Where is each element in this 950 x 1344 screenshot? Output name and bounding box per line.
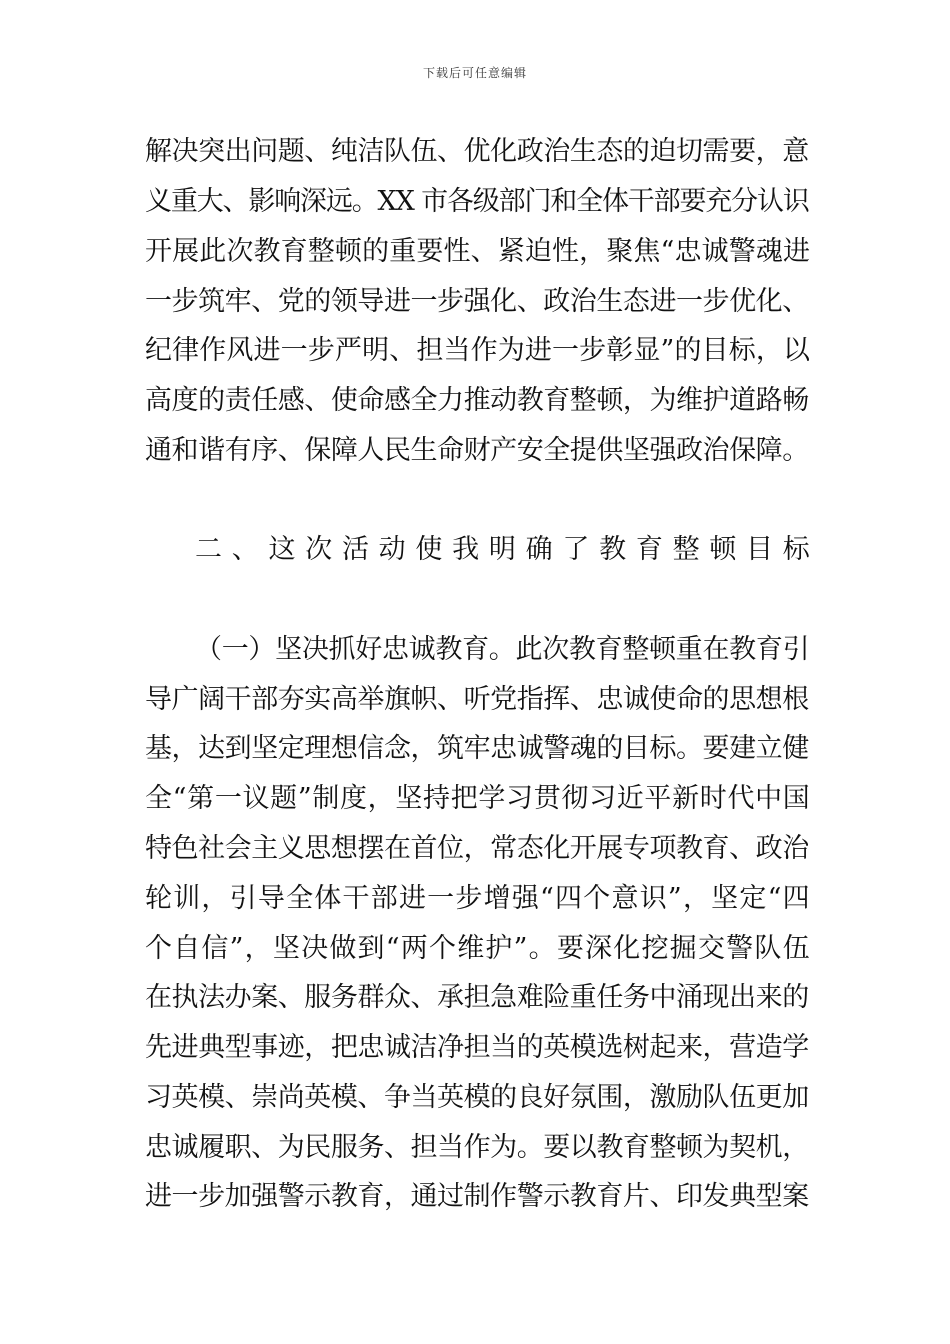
text-line: 纪律作风进一步严明、担当作为进一步彰显”的目标，以 [145,335,811,366]
text-line: 轮训，引导全体干部进一步增强“四个意识”，坚定“四 [145,883,811,914]
text-line: 导广阔干部夯实高举旗帜、听党指挥、忠诚使命的思想根 [145,684,809,715]
text-line: （一）坚决抓好忠诚教育。此次教育整顿重在教育引 [195,634,810,665]
section-heading: 二、这次活动使我明确了教育整顿目标 [195,534,820,565]
text-line: 全“第一议题”制度，坚持把学习贯彻习近平新时代中国 [145,783,811,814]
text-line: 义重大、影响深远。XX 市各级部门和全体干部要充分认识 [145,186,809,217]
text-line: 习英模、崇尚英模、争当英模的良好氛围，激励队伍更加 [145,1082,809,1113]
page-header: 下载后可任意编辑 [422,66,527,80]
text-line: 进一步加强警示教育，通过制作警示教育片、印发典型案 [145,1181,809,1212]
text-line: 个自信”，坚决做到“两个维护”。要深化挖掘交警队伍 [145,933,811,964]
text-line: 一步筑牢、党的领导进一步强化、政治生态进一步优化、 [145,286,809,317]
text-line: 开展此次教育整顿的重要性、紧迫性，聚焦“忠诚警魂进 [145,236,811,267]
text-line: 基，达到坚定理想信念，筑牢忠诚警魂的目标。要建立健 [145,733,809,764]
text-line: 先进典型事迹，把忠诚洁净担当的英模选树起来，营造学 [145,1032,809,1063]
text-line: 通和谐有序、保障人民生命财产安全提供坚强政治保障。 [145,435,809,466]
text-line: 解决突出问题、纯洁队伍、优化政治生态的迫切需要，意 [145,136,809,167]
text-line: 忠诚履职、为民服务、担当作为。要以教育整顿为契机， [145,1132,809,1163]
text-line: 在执法办案、服务群众、承担急难险重任务中涌现出来的 [145,982,809,1013]
text-line: 特色社会主义思想摆在首位，常态化开展专项教育、政治 [145,833,809,864]
text-line: 高度的责任感、使命感全力推动教育整顿，为维护道路畅 [145,385,809,416]
